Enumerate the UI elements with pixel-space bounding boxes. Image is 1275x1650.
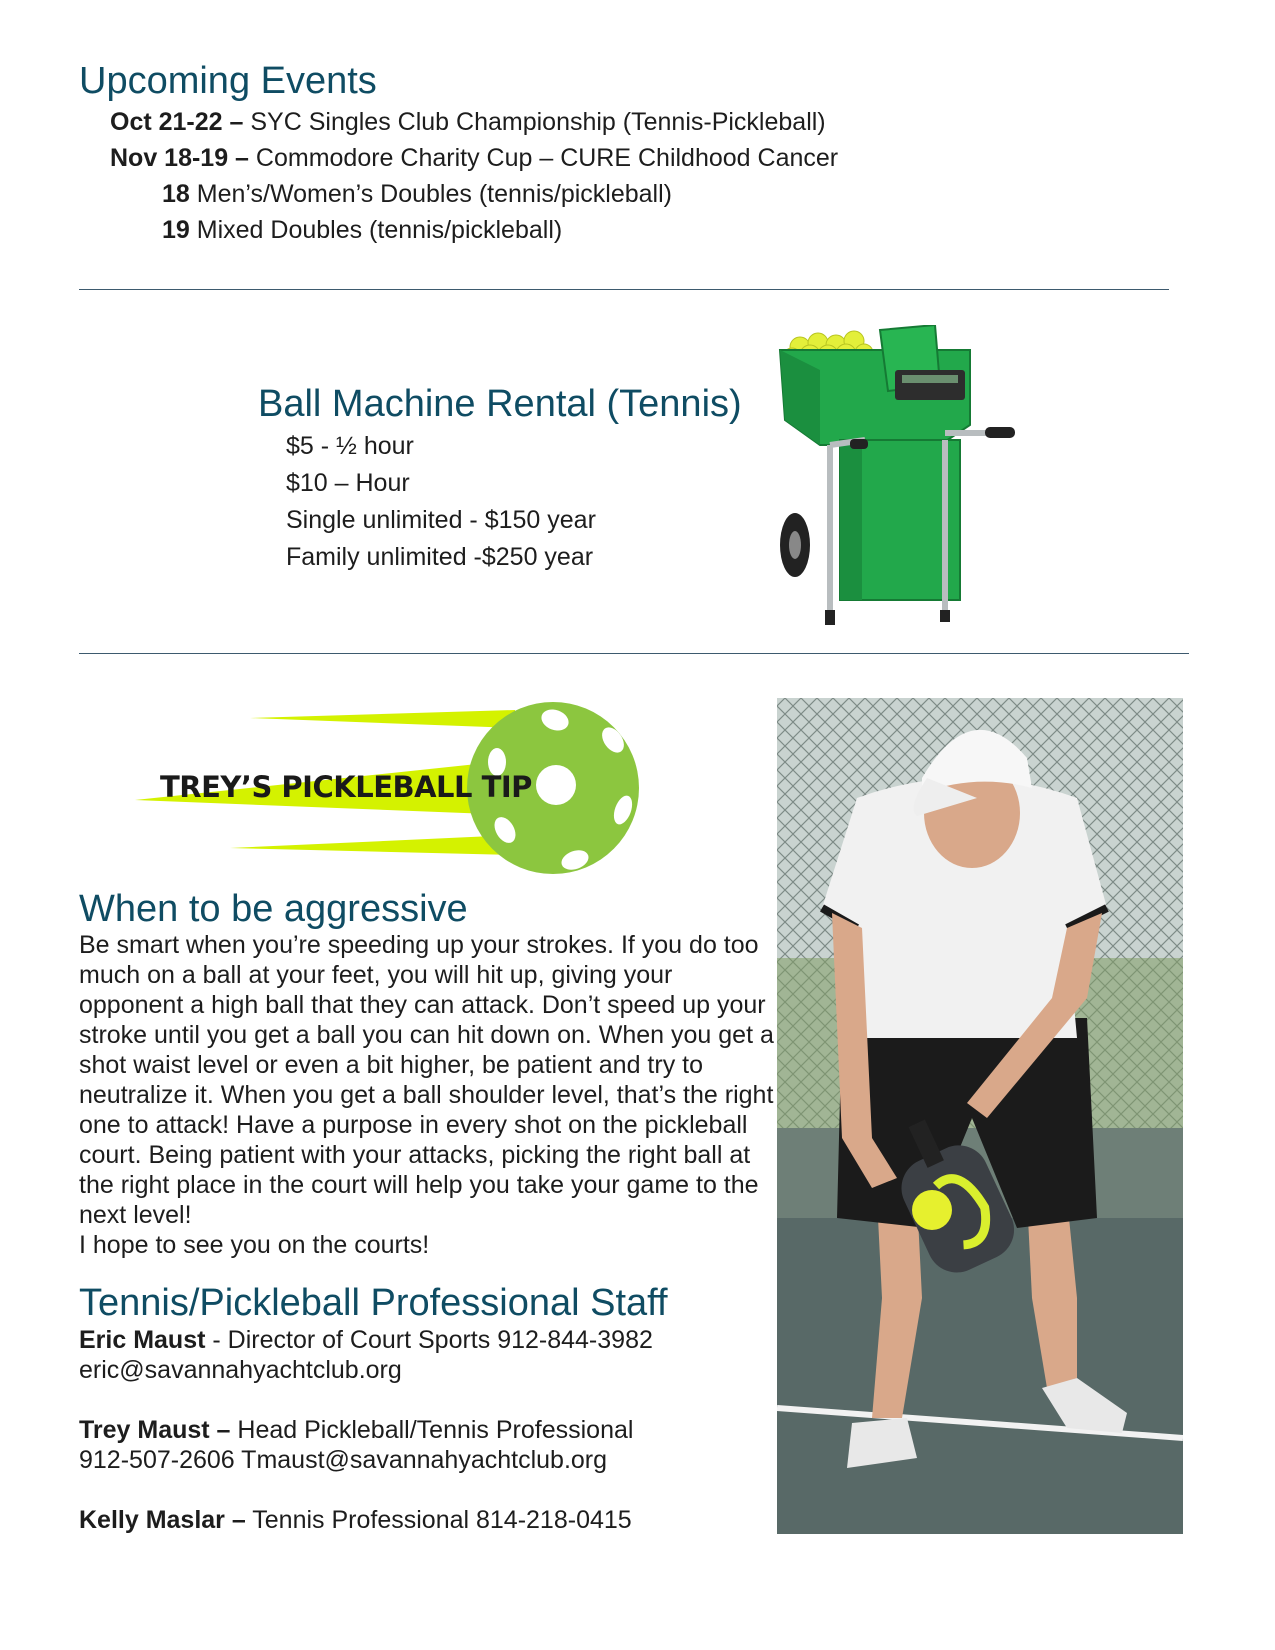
staff-line: Eric Maust - Director of Court Sports 912-844-3982 (79, 1326, 653, 1354)
banner-text: TREY’S PICKLEBALL TIP (160, 770, 532, 804)
event-date: Nov 18-19 – (110, 144, 249, 172)
subevent-day: 18 (162, 180, 190, 208)
player-photo (777, 698, 1183, 1534)
staff-contact: 912-507-2606 Tmaust@savannahyachtclub.org (79, 1446, 608, 1474)
subevent-text: Mixed Doubles (tennis/pickleball) (189, 216, 563, 244)
staff-line (79, 1415, 633, 1445)
subevent-item (162, 176, 672, 213)
staff-name: Trey Maust – (79, 1416, 231, 1444)
staff-line (79, 1505, 632, 1535)
event-item (110, 140, 838, 177)
staff-title: Tennis/Pickleball Professional Staff (79, 1282, 668, 1324)
speed-streak (250, 710, 515, 728)
subevent-day: 19 (162, 216, 190, 244)
event-text: Commodore Charity Cup – CURE Childhood Cancer (248, 144, 839, 172)
subevent-item (162, 212, 562, 249)
staff-member (79, 1325, 653, 1385)
staff-contact: eric@savannahyachtclub.org (79, 1356, 402, 1384)
subevent-text: Men’s/Women’s Doubles (tennis/pickleball) (189, 180, 672, 208)
price-item: Single unlimited - $150 year (286, 506, 596, 534)
tip-paragraph: Be smart when you’re speeding up your strokes. If you do too much on a ball at your feet, you will hit up, giving your opponent a high ball that they can attack. Don’t speed up your stroke until you get a ball you can hit down on. When you get a shot waist level or even a bit higher, be patient and try to neutralize it. When you get a ball shoulder level, that’s the right one to attack! Have a purpose in every shot on the pickleball court. Being patient with your attacks, picking the right ball at the right place in the court will help you take your game to the next level! (79, 931, 774, 1229)
staff-name: Eric Maust (79, 1326, 206, 1354)
upcoming-events-title: Upcoming Events (79, 60, 377, 102)
price-item: Family unlimited -$250 year (286, 543, 594, 571)
ball-machine-title: Ball Machine Rental (Tennis) (258, 383, 742, 425)
staff-role: Director of Court Sports 912-844-3982 (227, 1326, 653, 1354)
section-divider (79, 289, 1169, 290)
staff-role: Tennis Professional 814-218-0415 (252, 1506, 632, 1534)
tip-body (79, 930, 774, 1260)
staff-name: Kelly Maslar – (79, 1506, 246, 1534)
staff-member (79, 1415, 633, 1475)
staff-role: Head Pickleball/Tennis Professional (237, 1416, 634, 1444)
ball-machine-image (770, 325, 1030, 640)
staff-member (79, 1505, 632, 1535)
event-date: Oct 21-22 – (110, 108, 244, 136)
price-item: $5 - ½ hour (286, 432, 414, 460)
section-divider (79, 653, 1189, 654)
event-text: SYC Singles Club Championship (Tennis-Pickleball) (243, 108, 826, 136)
tip-title: When to be aggressive (79, 888, 468, 930)
price-item: $10 – Hour (286, 469, 410, 497)
event-item (110, 104, 826, 141)
speed-streak (230, 835, 515, 855)
tip-closing: I hope to see you on the courts! (79, 1231, 430, 1259)
